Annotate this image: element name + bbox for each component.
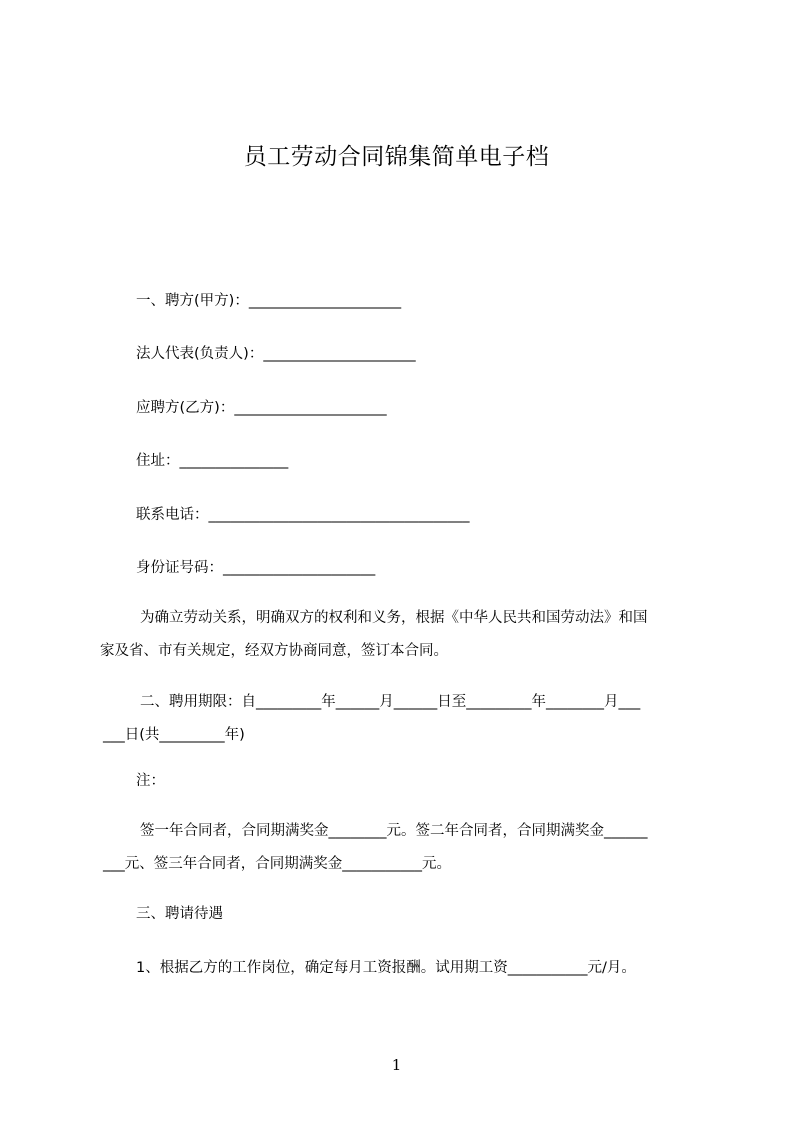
employer-field: 一、聘方(甲方)：_____________________ bbox=[136, 293, 402, 309]
bonus-line-1: 签一年合同者，合同期满奖金________元。签二年合同者，合同期满奖金______ bbox=[140, 823, 648, 839]
section-3-heading: 三、聘请待遇 bbox=[136, 906, 223, 922]
preamble-paragraph bbox=[100, 602, 702, 668]
employment-term-line-2: ___日(共_________年) bbox=[103, 727, 245, 743]
preamble-line-1: 为确立劳动关系，明确双方的权利和义务，根据《中华人民共和国劳动法》和国 bbox=[140, 610, 648, 626]
employment-term-paragraph bbox=[103, 686, 702, 752]
phone-field: 联系电话：____________________________________ bbox=[136, 507, 470, 523]
address-field: 住址：_______________ bbox=[136, 453, 289, 469]
page-number: 1 bbox=[391, 1056, 402, 1074]
bonus-line-2: ___元、签三年合同者，合同期满奖金___________元。 bbox=[103, 856, 451, 872]
bonus-paragraph bbox=[103, 815, 702, 881]
employee-field: 应聘方(乙方)：_____________________ bbox=[136, 400, 387, 416]
preamble-line-2: 家及省、市有关规定，经双方协商同意，签订本合同。 bbox=[100, 643, 448, 659]
id-number-field: 身份证号码：_____________________ bbox=[136, 560, 376, 576]
legal-representative-field: 法人代表(负责人)：_____________________ bbox=[136, 346, 416, 362]
note-label: 注： bbox=[136, 773, 165, 789]
clause-1: 1、根据乙方的工作岗位，确定每月工资报酬。试用期工资___________元/月。 bbox=[136, 960, 636, 976]
employment-term-line-1: 二、聘用期限：自_________年______月______日至_________年________月___ bbox=[140, 694, 641, 710]
document-title: 员工劳动合同锦集简单电子档 bbox=[243, 144, 550, 170]
